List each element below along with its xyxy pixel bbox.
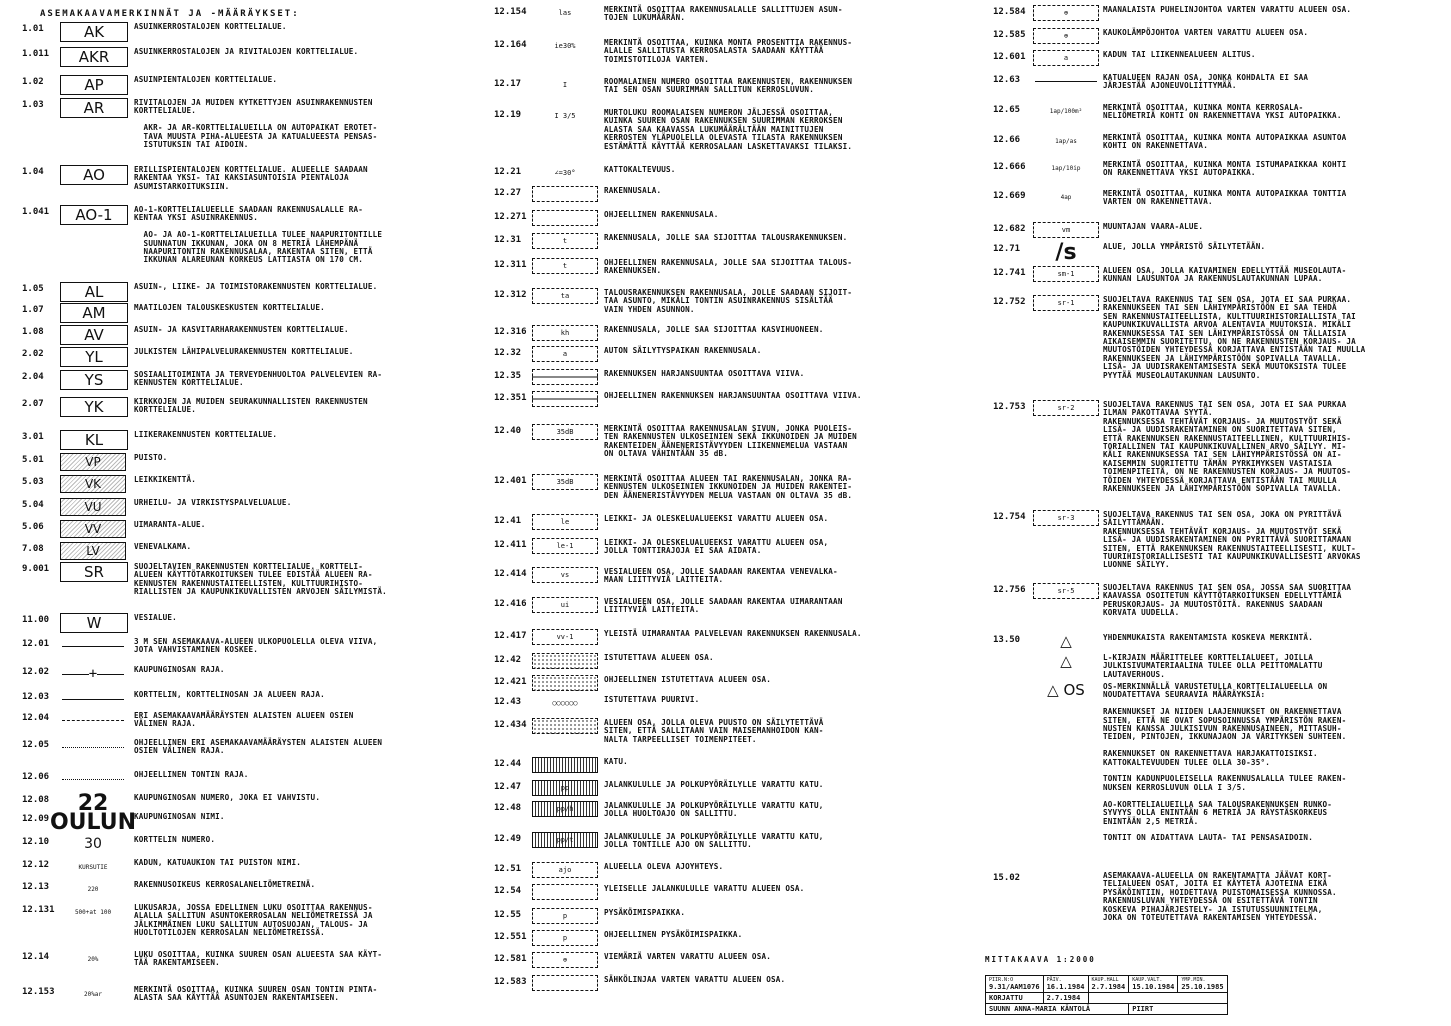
legend-text: KATU. [604,757,628,766]
legend-text: OHJEELLINEN PYSÄKÖIMISPAIKKA. [604,930,743,939]
legend-symbol: 35dB [532,474,598,490]
legend-code: 1.03 [22,100,44,110]
legend-text: MAATILOJEN TALOUSKESKUSTEN KORTTELIALUE. [134,303,325,312]
legend-symbol: 20%ar [83,990,103,998]
legend-text: KATUALUEEN RAJAN OSA, JONKA KOHDALTA EI SAA JÄRJESTÄÄ AJONEUVOLIITTYMÄÄ. [1103,73,1309,91]
legend-text: YLEISTÄ UIMARANTAA PALVELEVAN RAKENNUKSEN RAKENNUSALA. [604,629,862,638]
legend-symbol [60,770,126,788]
legend-symbol: AK [60,22,128,42]
legend-symbol: SR [60,562,128,582]
legend-text: VESIALUE. [134,613,177,622]
legend-code: 1.07 [22,305,44,315]
legend-code: 12.01 [22,639,50,649]
legend-code: 12.164 [494,40,527,50]
legend-code: 12.42 [494,655,522,665]
stamp-cell [1088,976,1129,993]
legend-symbol: t [532,233,598,249]
legend-symbol: ta [532,288,598,304]
legend-text: KADUN TAI LIIKENNEALUEEN ALITUS. [1103,50,1256,59]
legend-code: 12.316 [494,327,527,337]
legend-code: 12.35 [494,371,522,381]
stamp-label: KAUP.VALT. [1132,977,1163,983]
legend-text: MERKINTÄ OSOITTAA, KUINKA SUUREN OSAN TONTIN PINTA- ALASTA SAA KÄYTTÄÄ ASUNTOJEN RAKENTAMISEEN. [134,985,378,1003]
legend-code: 12.434 [494,720,527,730]
legend-text: ASUINPIENTALOJEN KORTTELIALUE. [134,75,278,84]
legend-code: 12.12 [22,860,50,870]
legend-text: ALUEELLA OLEVA AJOYHTEYS. [604,862,724,871]
revised-date: 2.7.1984 [1043,993,1088,1004]
legend-symbol: ⊕ [532,952,598,968]
stamp-value: 9.31/AAM1076 [989,983,1040,991]
stamp-label: PIIR.N:O [989,977,1014,983]
boundary-line [62,779,124,780]
legend-text: KATTOKALTEVUUS. [604,165,676,174]
legend-text: ASUIN-, LIIKE- JA TOIMISTORAKENNUSTEN KORTTELIALUE. [134,282,378,291]
legend-code: 12.43 [494,697,522,707]
legend-text: RAKENNUSALA, JOLLE SAA SIJOITTAA TALOUSRAKENNUKSEN. [604,233,848,242]
legend-code: 12.756 [993,585,1026,595]
legend-code: 12.601 [993,52,1026,62]
legend-code: 12.583 [494,977,527,987]
legend-text: SUOJELTAVIEN RAKENNUSTEN KORTTELIALUE. KORTTELI- ALUEEN KÄYTTÖTARKOITUKSEN TULEE EDISTÄÄ ALUEEN RA- KENNUSTEN RAKENNUSTAITEELLISTEN, KULTTUURIHISTO- RIALLISTEN JA KAUPUNKIKUVALLISTEN ARVOJEN SÄILYMISTÄ. [134,562,387,597]
legend-text: 3 M SEN ASEMAKAAVA-ALUEEN ULKOPUOLELLA OLEVA VIIVA, JOTA VAHVISTAMINEN KOSKEE. [134,637,378,655]
legend-symbol [60,690,126,708]
legend-code: 12.04 [22,713,50,723]
legend-code: 12.14 [22,952,50,962]
legend-symbol: t [532,258,598,274]
legend-code: 5.06 [22,522,44,532]
legend-code: 12.131 [22,905,55,915]
legend-text: ALUEEN OSA, JOLLA KAIVAMINEN EDELLYTTÄÄ MUSEOLAUTA- KUNNAN LAUSUNTOA JA RAKENNUSLAUTAKUNNAN LUPAA. [1103,266,1347,284]
legend-symbol: ∠=30° [554,169,576,177]
legend-code: 5.01 [22,455,44,465]
legend-code: 12.09 [22,814,50,824]
legend-code: 2.02 [22,349,44,359]
legend-code: 12.21 [494,167,522,177]
legend-symbol: kh [532,325,598,341]
legend-symbol: 30 [84,836,102,852]
legend-text: ISTUTETTAVA ALUEEN OSA. [604,653,714,662]
legend-code: 7.08 [22,544,44,554]
legend-text: MAANALAISTA PUHELINJOHTOA VARTEN VARATTU ALUEEN OSA. [1103,5,1352,14]
legend-code: 1.01 [22,24,44,34]
legend-code: 12.551 [494,932,527,942]
legend-text: VIEMÄRIÄ VARTEN VARATTU ALUEEN OSA. [604,952,772,961]
plus-mark: + [88,666,98,682]
legend-code: 11.00 [22,615,50,625]
legend-symbol [532,884,598,900]
legend-text: JALANKULULLE JA POLKUPYÖRÄILYLLE VARATTU KATU, JOLLA TONTILLE AJO ON SALLITTU. [604,832,824,850]
stamp-label: KAUP.HALL [1091,977,1119,983]
legend-text: MERKINTÄ OSOITTAA RAKENNUSALAN SIVUN, JONKA PUOLEIS- TEN RAKENNUSTEN ULKOSEINIEN SEKÄ IKKUNOIDEN JA MUIDEN RAKENTEIDEN ÄÄNENERISTÄVYYDEN LIIKENNEMELUA VASTAAN ON OLTAVA VÄHINTÄÄN 35 dB. [604,424,857,459]
legend-code: 1.011 [22,49,50,59]
legend-code: 12.55 [494,910,522,920]
legend-code: 12.47 [494,782,522,792]
legend-code: 12.416 [494,599,527,609]
legend-text: ERILLISPIENTALOJEN KORTTELIALUE. ALUEELLE SAADAAN RAKENTAA YKSI- TAI KAKSIASUNTOISIA PIENTALOJA ASUMISTARKOITUKSIIN. [134,165,368,191]
legend-symbol: 4ap [1060,193,1072,201]
legend-code: 12.351 [494,393,527,403]
legend-text: ASEMAKAAVA-ALUEELLA ON RAKENTAMATTA JÄÄVAT KORT- TELIALUEEN OSAT, JOITA EI KÄYTETÄ AJOTEINA EIKÄ PYSÄKÖINTIIN, HOIDETTAVA PUISTOMAISESSA KUNNOSSA. RAKENNUSLUVAN YHTEYDESSÄ ON ESITETTÄVÄ TONTIN KOSKEVA PIHAJÄRJESTELY- JA ISTUTUSSUUNNITELMA, JOKA ON TOTEUTETTAVA RAKENTAMISEN YHTEYDESSÄ. [1103,871,1337,923]
legend-code: 5.04 [22,500,44,510]
legend-text: AUTON SÄILYTYSPAIKAN RAKENNUSALA. [604,346,762,355]
legend-text: RAKENNUSOIKEUS KERROSALANELIÖMETREINÄ. [134,880,316,889]
legend-code: 12.753 [993,402,1026,412]
legend-symbol: pp [532,780,598,796]
legend-symbol: le [532,514,598,530]
legend-code: 12.27 [494,188,522,198]
legend-text: KORTTELIN NUMERO. [134,835,216,844]
legend-symbol: AKR [60,47,128,67]
legend-text: MUUNTAJAN VAARA-ALUE. [1103,222,1204,231]
legend-text: OHJEELLINEN ISTUTETTAVA ALUEEN OSA. [604,675,772,684]
legend-text: VENEVALKAMA. [134,542,192,551]
legend-code: 12.411 [494,540,527,550]
legend-text: OHJEELLINEN RAKENNUSALA, JOLLE SAA SIJOITTAA TALOUS- RAKENNUKSEN. [604,258,853,276]
legend-text: KAUKOLÄMPÖJOHTOA VARTEN VARATTU ALUEEN OSA. [1103,28,1309,37]
legend-symbol [532,975,598,991]
legend-symbol: I 3/5 [554,112,576,120]
drawn-by: PIIRT [1129,1004,1227,1015]
legend-code: 12.585 [993,30,1026,40]
legend-symbol: vv-1 [532,629,598,645]
legend-code: 12.19 [494,110,522,120]
legend-symbol: sr-5 [1033,583,1099,599]
legend-symbol: AV [60,325,128,345]
legend-code: 12.154 [494,7,527,17]
legend-code: 12.754 [993,512,1026,522]
legend-symbol: YK [60,397,128,417]
legend-symbol [532,391,598,407]
legend-symbol: LV [60,542,126,560]
legend-text: VESIALUEEN OSA, JOLLE SAADAAN RAKENTAA UIMARANTAAN LIITTYVIÄ LAITTEITA. [604,597,843,615]
legend-symbol: △ OS [1047,681,1085,699]
legend-text: OHJEELLINEN RAKENNUSALA. [604,210,719,219]
legend-code: 9.001 [22,564,50,574]
legend-text: L-KIRJAIN MÄÄRITTELEE KORTTELIALUEET, JOILLA JULKISIVUMATERIAALINA TULEE OLLA PEITTOMALATTU LAUTAVERHOUS. [1103,653,1323,679]
legend-code: 3.01 [22,432,44,442]
legend-symbol: KURSUTIE [78,863,108,871]
stamp-cell [986,976,1044,993]
legend-symbol: YL [60,347,128,367]
legend-symbol [532,369,598,385]
stamp-value: 25.10.1985 [1181,983,1224,991]
legend-code: 12.02 [22,667,50,677]
legend-text: JALANKULULLE JA POLKUPYÖRÄILYLLE VARATTU KATU, JOLLA HUOLTOAJO ON SALLITTU. [604,801,824,819]
legend-code: 12.752 [993,297,1026,307]
legend-text: OHJEELLINEN ERI ASEMAKAAVAMÄÄRÄYSTEN ALAISTEN ALUEEN OSIEN VÄLINEN RAJA. [134,738,383,756]
boundary-line [62,720,124,721]
legend-code: 12.06 [22,772,50,782]
legend-text: SOSIAALITOIMINTA JA TERVEYDENHUOLTOA PALVELEVIEN RA- KENNUSTEN KORTTELIALUE. [134,370,383,388]
boundary-line [62,646,124,647]
legend-symbol: a [532,346,598,362]
legend-symbol [60,637,126,655]
legend-code: 12.41 [494,516,522,526]
legend-text: SUOJELTAVA RAKENNUS TAI SEN OSA, JOTA EI SAA PURKAA ILMAN PAKOTTAVAA SYYTÄ. RAKENNUKSESSA TEHTÄVÄT KORJAUS- JA MUUTOSTYÖT SEKÄ LISÄ- JA UUDISRAKENTAMINEN ON SUORITETTAVA SITEN, ETTÄ RAKENNUKSEN RAKENNUSTAITEELLINEN, KULTTUURIHIS- TORIALLINEN TAI KAUPUNKIKUVALLINEN ARVO SÄILYY. MI- KÄLI RAKENNUKSESSA TAI SEN LÄHIYMPÄRISTÖSSÄ ON AI- KAISEMMIN SUORITETTU TÄMÄN PYRKIMYKSEN VASTAISIA TOIMENPITEITÄ, ON NE RAKENNUSTEN KORJAUS- JA MUUTOS- TÖIDEN YHTEYDESSÄ KORJATTAVA ENTISTÄÄN TAI MUULLA RAKENNUKSEEN JA LÄHIYMPÄRISTÖÖN SOPIVALLA TAVALLA. [1103,400,1352,494]
legend-symbol: 35dB [532,424,598,440]
legend-code: 12.312 [494,290,527,300]
legend-symbol: W [60,613,128,633]
legend-code: 13.50 [993,635,1021,645]
legend-text: ASUINKERROSTALOJEN KORTTELIALUE. [134,22,287,31]
legend-text: RIVITALOJEN JA MUIDEN KYTKETTYJEN ASUINRAKENNUSTEN KORTTELIALUE. AKR- JA AR-KORTTELIALUEILLA ON AUTOPAIKAT EROTET- TAVA MUUSTA PIHA-ALUEESTA JA KATUALUEESTA PENSAS- ISTUTUKSIN TAI AIDOIN. [134,98,378,150]
legend-text: MERKINTÄ OSOITTAA RAKENNUSALALLE SALLITTUJEN ASUN- TOJEN LUKUMÄÄRÄN. [604,5,843,23]
legend-code: 12.421 [494,677,527,687]
legend-code: 12.51 [494,864,522,874]
legend-code: 15.02 [993,873,1021,883]
legend-text: RAKENNUSALA, JOLLE SAA SIJOITTAA KASVIHUONEEN. [604,325,824,334]
legend-text: MERKINTÄ OSOITTAA, KUINKA MONTA AUTOPAIKKAA ASUNTOA KOHTI ON RAKENNETTAVA. [1103,133,1347,151]
stamp-label: YMP.MIN. [1181,977,1206,983]
legend-text: YHDENMUKAISTA RAKENTAMISTA KOSKEVA MERKINTÄ. [1103,633,1313,642]
legend-text: AO-1-KORTTELIALUEELLE SAADAAN RAKENNUSALALLE RA- KENTAA YKSI ASUINRAKENNUS. AO- JA AO-1-KORTTELIALUEILLA TULEE NAAPURITONTILLE SUUNNATUN IKKUNAN, JOKA ON 8 METRIÄ LÄHEMPÄNÄ NAAPURITONTIN RAKENNUSALAA, RAKENTAA SITEN, ETTÄ IKKUNAN ALAREUNAN KORKEUS LATTIASTA ON 170 CM. [134,205,383,265]
legend-symbol [532,186,598,202]
legend-symbol: p [532,908,598,924]
legend-symbol: 1ap/10ip [1051,164,1081,172]
boundary-line [1035,81,1097,82]
legend-symbol: VP [60,453,126,471]
legend-text: JULKISTEN LÄHIPALVELURAKENNUSTEN KORTTELIALUE. [134,347,354,356]
legend-symbol: ○○○○○○ [552,699,578,707]
legend-symbol: p [532,930,598,946]
boundary-line [62,747,124,748]
legend-symbol: VK [60,475,126,493]
legend-symbol: 220 [87,885,99,893]
legend-text: UIMARANTA-ALUE. [134,520,206,529]
stamp-cell [1043,976,1088,993]
legend-code: 12.32 [494,348,522,358]
legend-text: SUOJELTAVA RAKENNUS TAI SEN OSA, JOSSA SAA SUORITTAA KAAVASSA OSOITETUN KÄYTTÖTARKOITUKSEN EDELLYTTÄMIÄ PERUSKORJAUS- JA MUUTOSTÖITÄ. RAKENNUS SAADAAN KORVATA UUDELLA. [1103,583,1352,618]
title-block [985,975,1228,1015]
legend-symbol [60,665,126,683]
legend-symbol: ui [532,597,598,613]
legend-code: 12.05 [22,740,50,750]
legend-symbol: vm [1033,222,1099,238]
designer: SUUNN ANNA-MARIA KÄNTOLÄ [986,1004,1129,1015]
legend-symbol: 1ap/100m² [1049,107,1083,115]
legend-symbol: ajo [532,862,598,878]
legend-symbol [532,210,598,226]
legend-symbol: AM [60,303,128,323]
legend-text: SUOJELTAVA RAKENNUS TAI SEN OSA, JOKA ON PYRITTÄVÄ SÄILYTTÄMÄÄN. RAKENNUKSESSA TEHTÄVÄT KORJAUS- JA MUUTOSTYÖT SEKÄ LISÄ- JA UUDISRAKENTAMINEN ON PYRITTÄVÄ SUORITTAMAAN SITEN, ETTÄ RAKENNUKSEN RAKENNUSTAITEELLISESTI, KULT- TUURIHISTORIALLISESTI TAI KAUPUNKIKUVALLISESTI ARVOKAS LUONNE SÄILYY. [1103,510,1361,570]
legend-text: SÄHKÖLINJAA VARTEN VARATTU ALUEEN OSA. [604,975,786,984]
legend-symbol [532,757,598,773]
legend-symbol: KL [60,430,128,450]
legend-text: ROOMALAINEN NUMERO OSOITTAA RAKENNUSTEN, RAKENNUKSEN TAI SEN OSAN SUURIMMAN SALLITUN KERROSLUVUN. [604,77,853,95]
legend-text: ISTUTETTAVA PUURIVI. [604,695,700,704]
legend-text: SUOJELTAVA RAKENNUS TAI SEN OSA, JOTA EI SAA PURKAA. RAKENNUKSEEN TAI SEN LÄHIYMPÄRISTÖÖN EI SAA TEHDÄ SEN RAKENNUSTAITEELLISTA, KULTTUURIHISTORIALLISTA TAI KAUPUNKIKUVALLISTA ARVOA ALENTAVIA MUUTOKSIA. MIKÄLI RAKENNUKSESSA TAI SEN LÄHIYMPÄRISTÖSSÄ ON TÄLLAISIA AIKAISEMMIN SUORITETTU, ON NE RAKENNUSTEN KORJAUS- JA MUUTOSTÖIDEN YHTEYDESSÄ KORJATTAVA ENTISTÄÄN TAI MUULLA RAKENNUKSEEN JA LÄHIYMPÄRISTÖÖN SOPIVALLA TAVALLA. LISÄ- JA UUDISRAKENTAMISESTA SEKÄ MUUTOKSISTA TULEE PYYTÄÄ MUSEOLAUTAKUNNAN LAUSUNTO. [1103,295,1366,380]
legend-text: ASUINKERROSTALOJEN JA RIVITALOJEN KORTTELIALUE. [134,47,359,56]
legend-text: MERKINTÄ OSOITTAA ALUEEN TAI RAKENNUSALAN, JONKA RA- KENNUSTEN ULKOSEINIEN IKKUNOIDEN JA MUIDEN RAKENTEI- DEN ÄÄNENERISTÄVYYDEN MELUA VASTAAN ON OLTAVA 35 dB. [604,474,853,500]
legend-text: LIIKERAKENNUSTEN KORTTELIALUE. [134,430,278,439]
legend-text: ALUEEN OSA, JOLLA OLEVA PUUSTO ON SÄILYTETTÄVÄ SITEN, ETTÄ SALLITAAN VAIN MAISEMANHOIDON KAN- NALTA TARPEELLISET TOIMENPITEET. [604,718,824,744]
legend-code: 12.401 [494,476,527,486]
legend-code: 12.669 [993,191,1026,201]
legend-code: 12.03 [22,692,50,702]
legend-code: 12.581 [494,954,527,964]
legend-symbol [60,711,126,729]
legend-symbol: AP [60,75,128,95]
legend-code: 12.682 [993,224,1026,234]
legend-symbol: sr-2 [1033,400,1099,416]
legend-text: LEIKKI- JA OLESKELUALUEEKSI VARATTU ALUEEN OSA. [604,514,829,523]
stamp-value: 15.10.1984 [1132,983,1175,991]
legend-symbol: ie30% [554,42,576,50]
legend-code: 12.44 [494,759,522,769]
legend-text: KORTTELIN, KORTTELINOSAN JA ALUEEN RAJA. [134,690,325,699]
legend-code: 1.04 [22,167,44,177]
legend-symbol: las [558,9,572,17]
legend-symbol [60,738,126,756]
legend-code: 1.041 [22,207,50,217]
legend-symbol: /s [1055,239,1077,265]
legend-text: LUKUSARJA, JOSSA EDELLINEN LUKU OSOITTAA RAKENNUS- ALALLA SALLITUN ASUNTOKERROSALAN NELIÖMETREISSÄ JA JÄLKIMMÄINEN LUKU SALLITUN AUTOSUOJAN, TALOUS- JA HUOLTOTILOJEN KERROSALAN NELIÖMETREISSÄ. [134,903,373,938]
legend-text: ASUIN- JA KASVITARHARAKENNUSTEN KORTTELIALUE. [134,325,349,334]
legend-code: 12.13 [22,882,50,892]
legend-code: 12.31 [494,235,522,245]
legend-code: 12.54 [494,886,522,896]
legend-code: 12.48 [494,803,522,813]
legend-symbol: VU [60,498,126,516]
page-heading: ASEMAKAAVAMERKINNÄT JA -MÄÄRÄYKSET: [40,9,300,19]
boundary-line [62,699,124,700]
stamp-value: 16.1.1984 [1046,983,1085,991]
legend-symbol: a [1033,50,1099,66]
legend-text: OHJEELLINEN RAKENNUKSEN HARJANSUUNTAA OSOITTAVA VIIVA. [604,391,862,400]
legend-text: KAUPUNGINOSAN RAJA. [134,665,225,674]
legend-code: 12.417 [494,631,527,641]
legend-text: KAUPUNGINOSAN NUMERO, JOKA EI VAHVISTU. [134,793,321,802]
legend-symbol: ⊕ [1033,28,1099,44]
legend-symbol [1033,73,1099,89]
legend-symbol: ⊕ [1033,5,1099,21]
legend-text: OHJEELLINEN TONTIN RAJA. [134,770,249,779]
legend-text: RAKENNUKSEN HARJANSUUNTAA OSOITTAVA VIIVA. [604,369,805,378]
legend-symbol: le-1 [532,538,598,554]
stamp-cell [1178,976,1227,993]
legend-code: 12.153 [22,987,55,997]
legend-code: 12.311 [494,260,527,270]
legend-text: RAKENNUSALA. [604,186,662,195]
legend-symbol: 1ap/as [1055,137,1077,145]
legend-symbol [532,653,598,669]
legend-code: 12.40 [494,426,522,436]
legend-text: KAUPUNGINOSAN NIMI. [134,812,225,821]
legend-text: ALUE, JOLLA YMPÄRISTÖ SÄILYTETÄÄN. [1103,242,1266,251]
legend-text: KIRKKOJEN JA MUIDEN SEURAKUNNALLISTEN RAKENNUSTEN KORTTELIALUE. [134,397,368,415]
legend-code: 12.49 [494,834,522,844]
legend-text: MERKINTÄ OSOITTAA, KUINKA MONTA AUTOPAIKKAA TONTTIA VARTEN ON RAKENNETTAVA. [1103,189,1347,207]
legend-symbol: 500+at 100 [74,908,112,916]
stamp-label: PÄIV. [1046,977,1062,983]
stamp-cell [1129,976,1178,993]
legend-text: KADUN, KATUAUKION TAI PUISTON NIMI. [134,858,302,867]
legend-text: OS-MERKINNÄLLÄ VARUSTETULLA KORTTELIALUEELLA ON NOUDATETTAVA SEURAAVIA MÄÄRÄYKSIÄ: RAKENNUKSET JA NIIDEN LAAJENNUKSET ON RAKENNETTAVA SITEN, ETTÄ NE OVAT SOPUSOINNUSSA YMPÄRISTÖN RAKEN- NUSTEN KANSSA JULKISIVUN RAKENNUSAINEEN, MITTASUH- TEIDEN, PINTOJEN, IKKUNAJAON JA VÄRITYKSEN SUHTEEN. RAKENNUKSET ON RAKENNETTAVA HARJAKATTOISIKSI. KATTOKALTEVUUDEN TULEE OLLA 30-35°. TONTIN KADUNPUOLEISELLA RAKENNUSALALLA TULEE RAKEN- NUKSEN KERROSLUVUN OLLA I 3/5. AO-KORTTELIALUEILLA SAA TALOUSRAKENNUKSEN RUNKO- SYVYYS OLLA ENINTÄÄN 6 METRIÄ JA RÄYSTÄSKORKEUS ENINTÄÄN 2,5 METRIÄ. TONTIT ON AIDATTAVA LAUTA- TAI PENSASAIDOIN. [1103,682,1347,843]
legend-text: MERKINTÄ OSOITTAA, KUINKA MONTA KERROSALA- NELIÖMETRIÄ KOHTI ON RAKENNETTAVA YKSI AUTOPAIKKA. [1103,103,1342,121]
legend-text: LEIKKIKENTTÄ. [134,475,197,484]
legend-symbol: YS [60,370,128,390]
legend-code: 12.66 [993,135,1021,145]
legend-code: 1.08 [22,327,44,337]
legend-symbol: VV [60,520,126,538]
legend-symbol: pp/t [532,832,598,848]
legend-code: 1.02 [22,77,44,87]
legend-text: JALANKULULLE JA POLKUPYÖRÄILYLLE VARATTU KATU. [604,780,824,789]
legend-symbol: sr-1 [1033,295,1099,311]
legend-symbol: △ [1060,652,1072,670]
legend-code: 2.07 [22,399,44,409]
legend-symbol: pp/h [532,801,598,817]
legend-symbol: AR [60,98,128,118]
legend-text: LUKU OSOITTAA, KUINKA SUUREN OSAN ALUEESTA SAA KÄYT- TÄÄ RAKENTAMISEEN. [134,950,383,968]
legend-text: LEIKKI- JA OLESKELUALUEEKSI VARATTU ALUEEN OSA, JOLLA TONTTIRAJOJA EI SAA AIDATA. [604,538,829,556]
legend-text: URHEILU- JA VIRKISTYSPALVELUALUE. [134,498,292,507]
legend-symbol: I [562,81,568,89]
legend-symbol: AO [60,165,128,185]
legend-text: MERKINTÄ OSOITTAA, KUINKA MONTA PROSENTTIA RAKENNUS- ALALLE SALLITUSTA KERROSALASTA SAADAAN KÄYTTÄÄ TOIMISTOTILOJA VARTEN. [604,38,853,64]
legend-text: PUISTO. [134,453,168,462]
legend-text: PYSÄKÖIMISPAIKKA. [604,908,686,917]
legend-code: 12.584 [993,7,1026,17]
legend-symbol [532,718,598,734]
legend-code: 12.08 [22,795,50,805]
legend-text: VESIALUEEN OSA, JOLLE SAADAAN RAKENTAA VENEVALKA- MAAN LIITTYVIÄ LAITTEITA. [604,567,838,585]
legend-text: ERI ASEMAKAAVAMÄÄRÄYSTEN ALAISTEN ALUEEN OSIEN VÄLINEN RAJA. [134,711,354,729]
legend-code: 12.10 [22,837,50,847]
stamp-value: 2.7.1984 [1091,983,1126,991]
legend-code: 12.71 [993,244,1021,254]
legend-symbol: sm-1 [1033,266,1099,282]
legend-code: 2.04 [22,372,44,382]
legend-code: 12.414 [494,569,527,579]
legend-symbol: 22 [77,790,109,816]
legend-symbol: AL [60,282,128,302]
legend-symbol: △ [1060,632,1072,650]
legend-symbol [532,675,598,691]
legend-code: 5.03 [22,477,44,487]
legend-symbol: AO-1 [60,205,128,225]
legend-code: 12.65 [993,105,1021,115]
legend-symbol: vs [532,567,598,583]
legend-symbol: sr-3 [1033,510,1099,526]
stamp-empty [1088,993,1227,1004]
legend-symbol: 20% [87,955,99,963]
legend-symbol: OULUN [49,809,137,835]
legend-code: 12.271 [494,212,527,222]
legend-code: 12.666 [993,162,1026,172]
legend-text: MERKINTÄ OSOITTAA, KUINKA MONTA ISTUMAPAIKKAA KOHTI ON RAKENNETTAVA YKSI AUTOPAIKKA. [1103,160,1347,178]
legend-code: 1.05 [22,284,44,294]
legend-code: 12.741 [993,268,1026,278]
legend-text: TALOUSRAKENNUKSEN RAKENNUSALA, JOLLE SAADAAN SIJOIT- TAA ASUNTO, MIKÄLI TONTIN ASUINRAKENNUS SISÄLTÄÄ VAIN YHDEN ASUNNON. [604,288,853,314]
legend-symbol [1033,871,1099,887]
legend-code: 12.63 [993,75,1021,85]
revised-label: KORJATTU [986,993,1044,1004]
legend-text: YLEISELLE JALANKULULLE VARATTU ALUEEN OSA. [604,884,805,893]
legend-text: MURTOLUKU ROOMALAISEN NUMERON JÄLJESSÄ OSOITTAA, KUINKA SUUREN OSAN RAKENNUKSEN SUURIMMAN KERROKSEN ALASTA SAA KAAVASSA LUKUMÄÄRÄLTÄÄN MAINITTUJEN KERROSTEN YLÄPUOLELLA OLEVASTA TILASTA RAKENNUKSEN ESTÄMÄTTÄ KÄYTTÄÄ KERROSALAAN LASKETTAVAKSI TILAKSI. [604,108,853,151]
scale-label: MITTAKAAVA 1:2000 [985,955,1096,964]
legend-code: 12.17 [494,79,522,89]
